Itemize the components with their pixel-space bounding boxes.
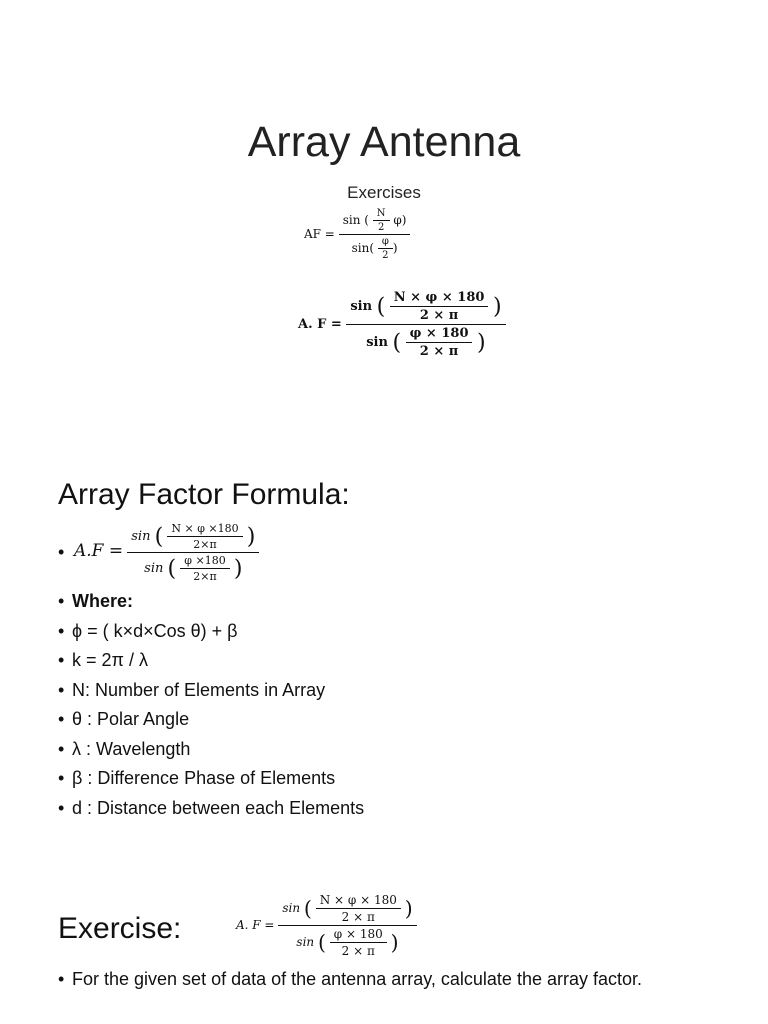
bullet-dot: • — [58, 969, 65, 989]
formula-lhs: A. F = — [236, 918, 275, 932]
formula-inline: A.F = sin ( $\frac{N \times \varphi \times 180}{2\times\pi}$ ) sin ( $\frac{\varphi \times 180}{2\times\pi}$ ) — [74, 522, 259, 583]
list-item: • ϕ = ( k×d×Cos θ) + β — [58, 620, 238, 641]
formula-full — [298, 290, 506, 359]
exercise-description — [58, 968, 698, 991]
list-item: • N: Number of Elements in Array — [58, 679, 326, 700]
page-subtitle: Exercises — [347, 183, 421, 202]
list-item: • θ : Polar Angle — [58, 709, 190, 729]
list-item: • k = 2π / λ — [58, 650, 148, 670]
formula-bullet-list — [58, 517, 738, 823]
formula-exercise: A. F = sin ( $\frac{N \times \varphi \times 180}{2 \times \pi}$ ) sin ( $\frac{\varphi \times 180}{2 \times \pi}$ ) — [236, 893, 417, 958]
section-heading-exercise: Exercise: — [58, 912, 182, 945]
section-heading-formula: Array Factor Formula: — [58, 478, 350, 511]
formula-fraction: sin ( $\frac{N}{2}$ φ) sin( $\frac{\varphi}{2}$ ) — [339, 208, 411, 261]
formula-lhs: A. F = — [298, 317, 342, 332]
formula-lhs: AF = — [304, 227, 335, 241]
list-item: • λ : Wavelength — [58, 738, 191, 759]
exercise-text: For the given set of data of the antenna array, calculate the array factor. — [72, 969, 642, 989]
page-title: Array Antenna — [247, 118, 521, 166]
bullet-dot: • — [58, 541, 65, 562]
list-item: • d : Distance between each Elements — [58, 797, 365, 818]
list-item: • β : Difference Phase of Elements — [58, 768, 336, 788]
list-item: • Where: — [58, 591, 134, 611]
list-item — [58, 517, 738, 587]
formula-fraction: sin ( $\frac{N \times \varphi \times 180}{2 \times \pi}$ ) sin ( $\frac{\varphi \times 180}{2 \times \pi}$ ) — [346, 290, 505, 359]
formula-simple — [304, 208, 410, 261]
